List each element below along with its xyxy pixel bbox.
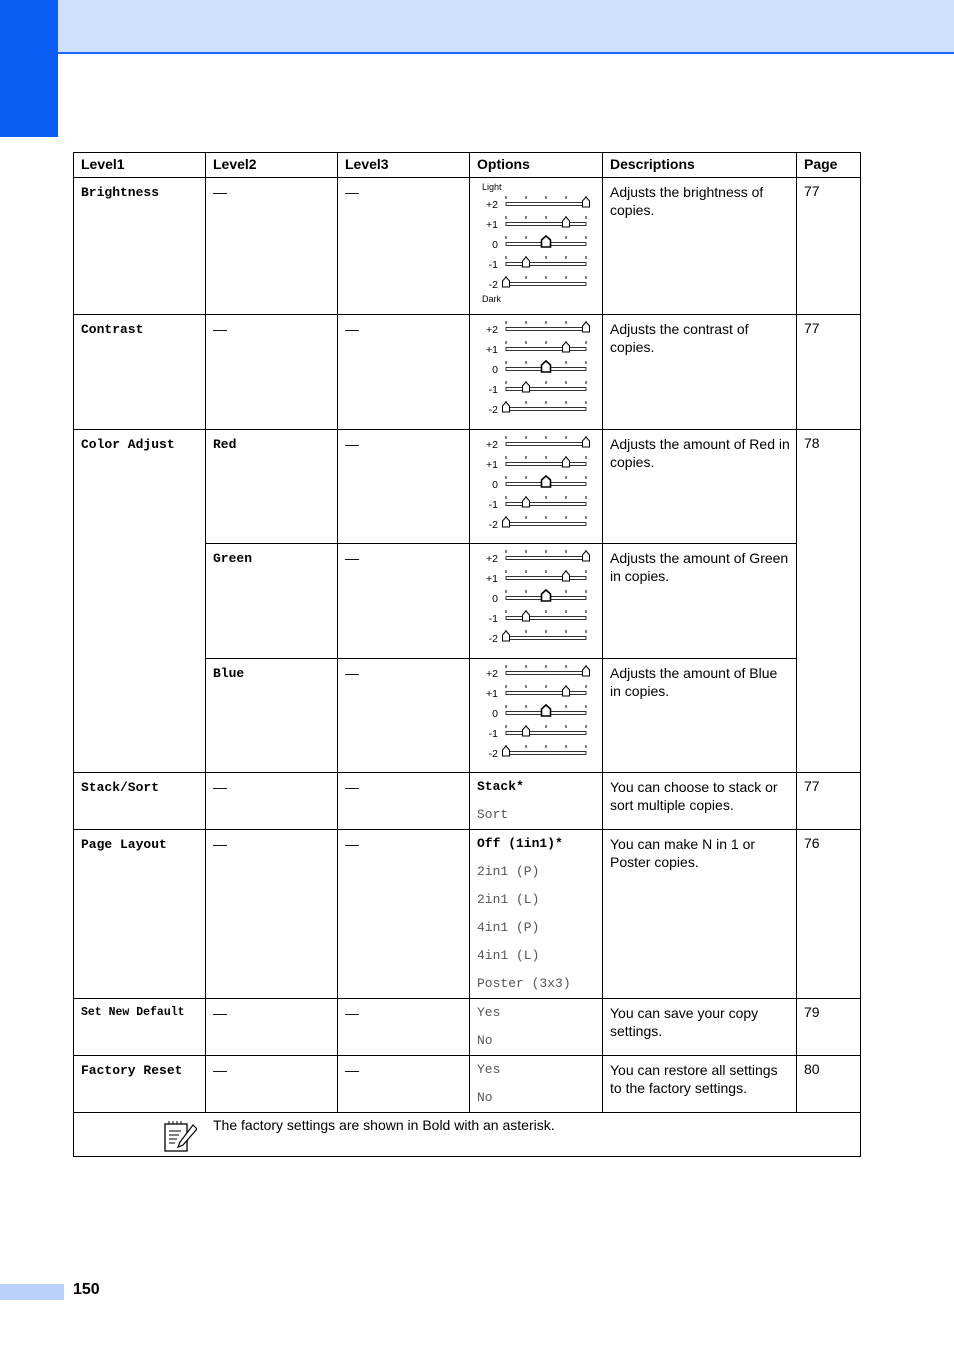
dash: — bbox=[345, 550, 359, 566]
dash: — bbox=[345, 779, 359, 795]
note-text: The factory settings are shown in Bold with an asterisk. bbox=[213, 1117, 555, 1133]
option-item: 4in1 (L) bbox=[477, 948, 540, 963]
page-number: 150 bbox=[73, 1281, 100, 1298]
slider-level-label: 0 bbox=[492, 239, 498, 251]
desc-brightness: Adjusts the brightness of copies. bbox=[610, 184, 764, 218]
option-item: 2in1 (P) bbox=[477, 864, 540, 879]
level2-green: Green bbox=[213, 551, 253, 566]
page-brightness: 77 bbox=[804, 183, 820, 199]
level1-color-adjust: Color Adjust bbox=[81, 437, 175, 452]
page-set-new-default: 79 bbox=[804, 1004, 820, 1020]
level1-contrast: Contrast bbox=[81, 322, 144, 337]
scale-label-bottom: Dark bbox=[482, 294, 502, 304]
slider-level-label: 0 bbox=[492, 593, 498, 605]
slider-level-label: +2 bbox=[486, 324, 498, 336]
slider-level-label: -2 bbox=[488, 404, 498, 416]
dash: — bbox=[213, 779, 227, 795]
dash: — bbox=[345, 836, 359, 852]
green-slider-icon bbox=[480, 546, 592, 654]
table-header-row bbox=[74, 153, 861, 178]
desc-set-new-default: You can save your copy settings. bbox=[610, 1005, 759, 1039]
slider-level-label: -1 bbox=[488, 728, 498, 740]
option-item: Poster (3x3) bbox=[477, 976, 571, 991]
slider-level-label: +2 bbox=[486, 439, 498, 451]
dash: — bbox=[345, 436, 359, 452]
option-item: 2in1 (L) bbox=[477, 892, 540, 907]
desc-blue: Adjusts the amount of Blue in copies. bbox=[610, 665, 778, 699]
header-options: Options bbox=[470, 153, 603, 178]
slider-level-label: +2 bbox=[486, 553, 498, 565]
slider-level-label: -2 bbox=[488, 748, 498, 760]
header-level3: Level3 bbox=[338, 153, 470, 178]
dash: — bbox=[345, 321, 359, 337]
desc-red: Adjusts the amount of Red in copies. bbox=[610, 436, 790, 470]
slider-level-label: 0 bbox=[492, 708, 498, 720]
level2-blue: Blue bbox=[213, 666, 245, 681]
option-item: 4in1 (P) bbox=[477, 920, 540, 935]
slider-level-label: +1 bbox=[486, 573, 498, 585]
slider-level-label: -2 bbox=[488, 279, 498, 291]
level2-red: Red bbox=[213, 437, 237, 452]
level1-set-new-default: Set New Default bbox=[81, 1006, 185, 1019]
dash: — bbox=[213, 1005, 227, 1021]
desc-factory-reset: You can restore all settings to the factory settings. bbox=[610, 1062, 778, 1096]
slider-level-label: -2 bbox=[488, 633, 498, 645]
slider-level-label: -2 bbox=[488, 519, 498, 531]
dash: — bbox=[345, 184, 359, 200]
option-item: No bbox=[477, 1090, 493, 1105]
level1-stack-sort: Stack/Sort bbox=[81, 780, 160, 795]
option-item: Sort bbox=[477, 807, 509, 822]
red-slider-icon bbox=[480, 432, 592, 540]
page-stack-sort: 77 bbox=[804, 778, 820, 794]
dash: — bbox=[345, 1062, 359, 1078]
option-item: Yes bbox=[477, 1062, 501, 1077]
slider-level-label: +2 bbox=[486, 199, 498, 211]
slider-level-label: -1 bbox=[488, 384, 498, 396]
table-row bbox=[74, 178, 861, 315]
slider-level-label: +1 bbox=[486, 344, 498, 356]
page-color-adjust: 78 bbox=[804, 435, 820, 451]
level1-page-layout: Page Layout bbox=[81, 837, 167, 852]
slider-level-label: +1 bbox=[486, 219, 498, 231]
header-level2: Level2 bbox=[206, 153, 338, 178]
dash: — bbox=[213, 184, 227, 200]
settings-table bbox=[73, 152, 861, 1157]
note-pencil-icon bbox=[163, 1119, 197, 1153]
slider-level-label: -1 bbox=[488, 259, 498, 271]
desc-green: Adjusts the amount of Green in copies. bbox=[610, 550, 789, 584]
slider-level-label: +1 bbox=[486, 688, 498, 700]
slider-level-label: +2 bbox=[486, 668, 498, 680]
option-item: Yes bbox=[477, 1005, 501, 1020]
dash: — bbox=[345, 665, 359, 681]
table-row bbox=[74, 1056, 861, 1113]
dash: — bbox=[213, 321, 227, 337]
table-row bbox=[74, 315, 861, 430]
page-page-layout: 76 bbox=[804, 835, 820, 851]
desc-page-layout: You can make N in 1 or Poster copies. bbox=[610, 836, 756, 870]
blue-slider-icon bbox=[480, 661, 592, 769]
option-item: Stack* bbox=[477, 779, 524, 794]
slider-level-label: -1 bbox=[488, 499, 498, 511]
table-row bbox=[74, 999, 861, 1056]
scale-label-top: Light bbox=[482, 182, 502, 192]
header-descriptions: Descriptions bbox=[603, 153, 797, 178]
desc-stack-sort: You can choose to stack or sort multiple copies. bbox=[610, 779, 778, 813]
level1-brightness: Brightness bbox=[81, 185, 160, 200]
header-level1: Level1 bbox=[74, 153, 206, 178]
desc-contrast: Adjusts the contrast of copies. bbox=[610, 321, 749, 355]
footer-band bbox=[0, 1284, 64, 1300]
page-contrast: 77 bbox=[804, 320, 820, 336]
dash: — bbox=[213, 1062, 227, 1078]
option-item: No bbox=[477, 1033, 493, 1048]
option-item: Off (1in1)* bbox=[477, 836, 563, 851]
dash: — bbox=[213, 836, 227, 852]
header-page: Page bbox=[797, 153, 861, 178]
brightness-slider-icon bbox=[480, 180, 592, 308]
table-row bbox=[74, 430, 861, 544]
slider-level-label: -1 bbox=[488, 613, 498, 625]
slider-level-label: +1 bbox=[486, 459, 498, 471]
table-row bbox=[74, 830, 861, 999]
dash: — bbox=[345, 1005, 359, 1021]
slider-level-label: 0 bbox=[492, 364, 498, 376]
slider-level-label: 0 bbox=[492, 479, 498, 491]
page-factory-reset: 80 bbox=[804, 1061, 820, 1077]
contrast-slider-icon bbox=[480, 317, 592, 425]
header-band bbox=[0, 0, 954, 54]
level1-factory-reset: Factory Reset bbox=[81, 1063, 183, 1078]
chapter-tab bbox=[0, 0, 58, 137]
table-row bbox=[74, 773, 861, 830]
note-row bbox=[74, 1113, 861, 1157]
